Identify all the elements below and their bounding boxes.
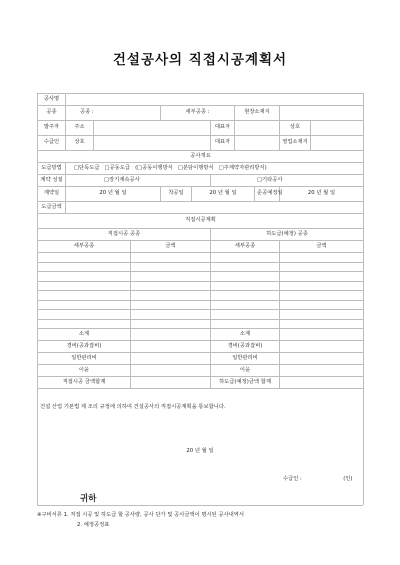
checkbox-other-work[interactable]: □기타공사: [211, 175, 364, 187]
label-left-general-mgmt: 일반관리비: [38, 353, 131, 365]
field-project-name[interactable]: [66, 94, 364, 106]
label-contract-date: 계약일: [38, 187, 66, 202]
field-orderer-rep[interactable]: [235, 121, 280, 136]
table-row: [38, 319, 364, 329]
table-row: [38, 281, 364, 291]
label-project-name: 공사명: [38, 94, 66, 106]
plan-form-table: [37, 93, 364, 389]
row-overhead: [38, 341, 364, 353]
row-work-type: [38, 106, 364, 121]
label-contractor: 수급인: [38, 136, 66, 151]
field-right-profit[interactable]: [280, 365, 364, 377]
field-right-general-mgmt[interactable]: [280, 353, 364, 365]
bottom-box-bottom-border: [37, 505, 363, 506]
row-general-mgmt: [38, 353, 364, 365]
checkbox-single-contract[interactable]: □단독도급: [74, 164, 100, 171]
row-overview: [38, 151, 364, 163]
col-right-detail: 세부공종: [211, 241, 280, 253]
field-contractor-rep[interactable]: [235, 136, 280, 151]
col-right-amount: 금액: [280, 241, 364, 253]
label-orderer-rep: 대표자: [211, 121, 235, 136]
table-row: [38, 291, 364, 301]
field-start-date[interactable]: 20 년 월 일: [192, 187, 255, 202]
bottom-box-left-border: [37, 383, 38, 505]
signature-date[interactable]: 20 년 월 일: [186, 448, 214, 454]
row-dates: [38, 187, 364, 202]
label-subcontract-total: 하도급(예정)금액 합계: [211, 377, 280, 389]
label-method: 도급방법: [38, 163, 66, 175]
table-row: [38, 272, 364, 282]
field-business-location[interactable]: [311, 136, 364, 151]
col-left-detail: 세부공종: [38, 241, 131, 253]
section-overview: 공사개요: [38, 151, 364, 163]
label-right-overhead: 경비(공과잡비): [211, 341, 280, 353]
note-schedule: 2. 예정공정표: [77, 522, 110, 528]
field-left-general-mgmt[interactable]: [131, 353, 211, 365]
row-plan-columns: [38, 241, 364, 253]
field-orderer-address[interactable]: [94, 121, 211, 136]
label-direct-total: 직접시공 금액합계: [38, 377, 131, 389]
row-contractor: [38, 136, 364, 151]
section-direct-plan: 직접시공계획: [38, 214, 364, 229]
row-amount: [38, 202, 364, 214]
label-business-location: 영업소재지: [280, 136, 311, 151]
col-left-amount: 금액: [131, 241, 211, 253]
checkbox-joint-contract[interactable]: □공동도급: [104, 164, 131, 171]
table-row: [38, 253, 364, 263]
field-right-overhead[interactable]: [280, 341, 364, 353]
label-right-general-mgmt: 일반관리비: [211, 353, 280, 365]
field-contractor-company[interactable]: [94, 136, 211, 151]
recipient-label: 귀하: [80, 494, 97, 504]
header-direct-work: 직접시공 공종: [38, 229, 211, 241]
row-contract-kind: [38, 175, 364, 187]
field-orderer-company[interactable]: [311, 121, 364, 136]
label-right-profit: 이윤: [211, 365, 280, 377]
row-orderer: [38, 121, 364, 136]
field-site-location[interactable]: [280, 106, 364, 121]
row-profit: [38, 365, 364, 377]
label-contract-amount: 도급금액: [38, 202, 66, 214]
note-required-docs: ※구비서류 1. 직접 시공 및 하도급 할 공사량, 공사 단가 및 공사금액이 명시된 공사내역서: [37, 512, 245, 518]
label-left-profit: 이윤: [38, 365, 131, 377]
field-completion-date[interactable]: 20 년 월 일: [280, 187, 364, 202]
field-left-overhead[interactable]: [131, 341, 211, 353]
document-title: 건설공사의 직접시공계획서: [112, 52, 288, 68]
statement-text: 건설 산업 기본법 제 조의 규정에 의하여 건설공사의 직접시공계획을 통보합니다.: [40, 404, 226, 410]
field-method[interactable]: [66, 163, 364, 175]
checkbox-main-contractor[interactable]: □주계약자관리방식): [218, 164, 267, 171]
table-row: [38, 262, 364, 272]
row-plan-subheader: [38, 229, 364, 241]
field-work-type[interactable]: 공종 :: [66, 106, 161, 121]
checkbox-joint-performance[interactable]: (□공동이행방식: [135, 164, 173, 171]
field-contract-amount[interactable]: [66, 202, 364, 214]
field-detail-type[interactable]: 세부공종 :: [161, 106, 235, 121]
contractor-signature-line: [283, 474, 352, 482]
field-right-subtotal[interactable]: [280, 329, 364, 341]
label-right-subtotal: 소계: [211, 329, 280, 341]
table-row: [38, 310, 364, 320]
row-project-name: [38, 94, 364, 106]
table-row: [38, 300, 364, 310]
row-subtotal: [38, 329, 364, 341]
field-direct-total[interactable]: [131, 377, 211, 389]
label-site-location: 현장소재지: [235, 106, 280, 121]
checkbox-long-term[interactable]: □장기계속공사: [66, 175, 211, 187]
header-subcontract-work: 하도급(예정) 공종: [211, 229, 364, 241]
label-contractor-rep: 대표자: [211, 136, 235, 151]
row-total: [38, 377, 364, 389]
row-plan-header: [38, 214, 364, 229]
seal-mark: (인): [343, 476, 353, 482]
label-left-overhead: 경비(공과잡비): [38, 341, 131, 353]
label-left-subtotal: 소계: [38, 329, 131, 341]
field-contract-date[interactable]: 20 년 월 일: [66, 187, 161, 202]
checkbox-shared-performance[interactable]: □분담이행방식: [177, 164, 214, 171]
row-method: [38, 163, 364, 175]
label-orderer-address: 주소: [66, 121, 94, 136]
label-work-type: 공종: [38, 106, 66, 121]
label-orderer-company: 상호: [280, 121, 311, 136]
field-subcontract-total[interactable]: [280, 377, 364, 389]
contractor-sign-label: 수급인 :: [283, 476, 302, 482]
label-contractor-company: 상호: [66, 136, 94, 151]
field-left-profit[interactable]: [131, 365, 211, 377]
bottom-box-right-border: [363, 383, 364, 505]
label-start-date: 착공일: [161, 187, 192, 202]
label-contract-kind: 계약 성질: [38, 175, 66, 187]
label-completion-date: 준공예정일: [255, 187, 280, 202]
label-orderer: 발주자: [38, 121, 66, 136]
field-left-subtotal[interactable]: [131, 329, 211, 341]
